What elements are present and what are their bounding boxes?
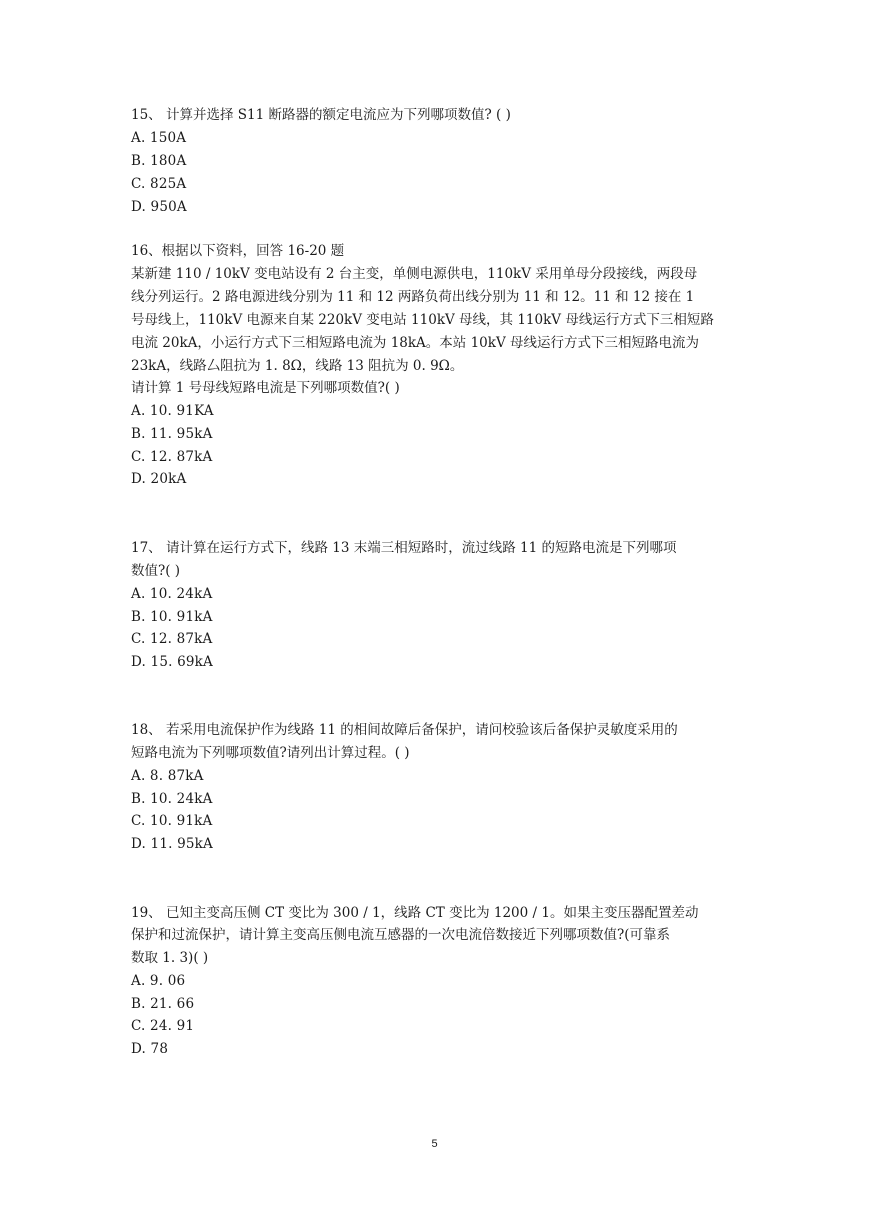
question-17-option-c: C. 12. 87kA	[131, 631, 213, 647]
question-16-material-line: 某新建 110 / 10kV 变电站设有 2 台主变，单侧电源供电，110kV 采用单母分段接线，两段母	[131, 266, 698, 282]
question-18-option-c: C. 10. 91kA	[131, 813, 213, 829]
question-15-option-a: A. 150A	[131, 130, 187, 146]
question-18-option-b: B. 10. 24kA	[131, 791, 213, 807]
question-18-stem: 18、 若采用电流保护作为线路 11 的相间故障后备保护，请问校验该后备保护灵敏度采用的	[131, 722, 678, 738]
question-16-material-line: 23kA，线路厶阻抗为 1. 8Ω，线路 13 阻抗为 0. 9Ω。	[131, 358, 464, 374]
question-15-stem: 15、 计算并选择 S11 断路器的额定电流应为下列哪项数值? ( )	[131, 107, 511, 123]
question-16-heading: 16、根据以下资料，回答 16-20 题	[131, 243, 345, 259]
question-17-stem: 17、 请计算在运行方式下，线路 13 末端三相短路时，流过线路 11 的短路电流是下列哪项	[131, 540, 677, 556]
question-19-stem: 数取 1. 3)( )	[131, 950, 209, 966]
question-18-option-a: A. 8. 87kA	[131, 768, 204, 784]
question-19-option-d: D. 78	[131, 1041, 169, 1057]
question-15-option-d: D. 950A	[131, 199, 187, 215]
question-16-material-line: 电流 20kA，小运行方式下三相短路电流为 18kA。本站 10kV 母线运行方式下三相短路电流为	[131, 335, 699, 351]
question-17-option-a: A. 10. 24kA	[131, 586, 213, 602]
question-16-option-d: D. 20kA	[131, 471, 187, 487]
question-16-option-c: C. 12. 87kA	[131, 449, 213, 465]
question-19-option-b: B. 21. 66	[131, 996, 195, 1012]
question-15-option-b: B. 180A	[131, 153, 187, 169]
question-19-option-a: A. 9. 06	[131, 973, 186, 989]
question-19-option-c: C. 24. 91	[131, 1018, 195, 1034]
question-16-option-b: B. 11. 95kA	[131, 426, 213, 442]
question-16-stem: 请计算 1 号母线短路电流是下列哪项数值?( )	[131, 380, 400, 396]
question-16-material-line: 线分列运行。2 路电源进线分别为 11 和 12 两路负荷出线分别为 11 和 12。11 和 12 接在 1	[131, 289, 695, 305]
question-16-option-a: A. 10. 91KA	[131, 403, 214, 419]
question-17-option-d: D. 15. 69kA	[131, 654, 213, 670]
question-19-stem: 19、 已知主变高压侧 CT 变比为 300 / 1，线路 CT 变比为 1200 / 1。如果主变压器配置差动	[131, 905, 699, 921]
page-number: 5	[431, 1138, 438, 1150]
question-16-material-line: 号母线上，110kV 电源来自某 220kV 变电站 110kV 母线，其 110kV 母线运行方式下三相短路	[131, 312, 714, 328]
question-19-stem: 保护和过流保护，请计算主变高压侧电流互感器的一次电流倍数接近下列哪项数值?(可靠系	[131, 927, 671, 943]
question-17-stem: 数值?( )	[131, 563, 181, 579]
question-15-option-c: C. 825A	[131, 176, 187, 192]
question-18-option-d: D. 11. 95kA	[131, 836, 213, 852]
question-17-option-b: B. 10. 91kA	[131, 609, 213, 625]
question-18-stem: 短路电流为下列哪项数值?请列出计算过程。( )	[131, 745, 410, 761]
